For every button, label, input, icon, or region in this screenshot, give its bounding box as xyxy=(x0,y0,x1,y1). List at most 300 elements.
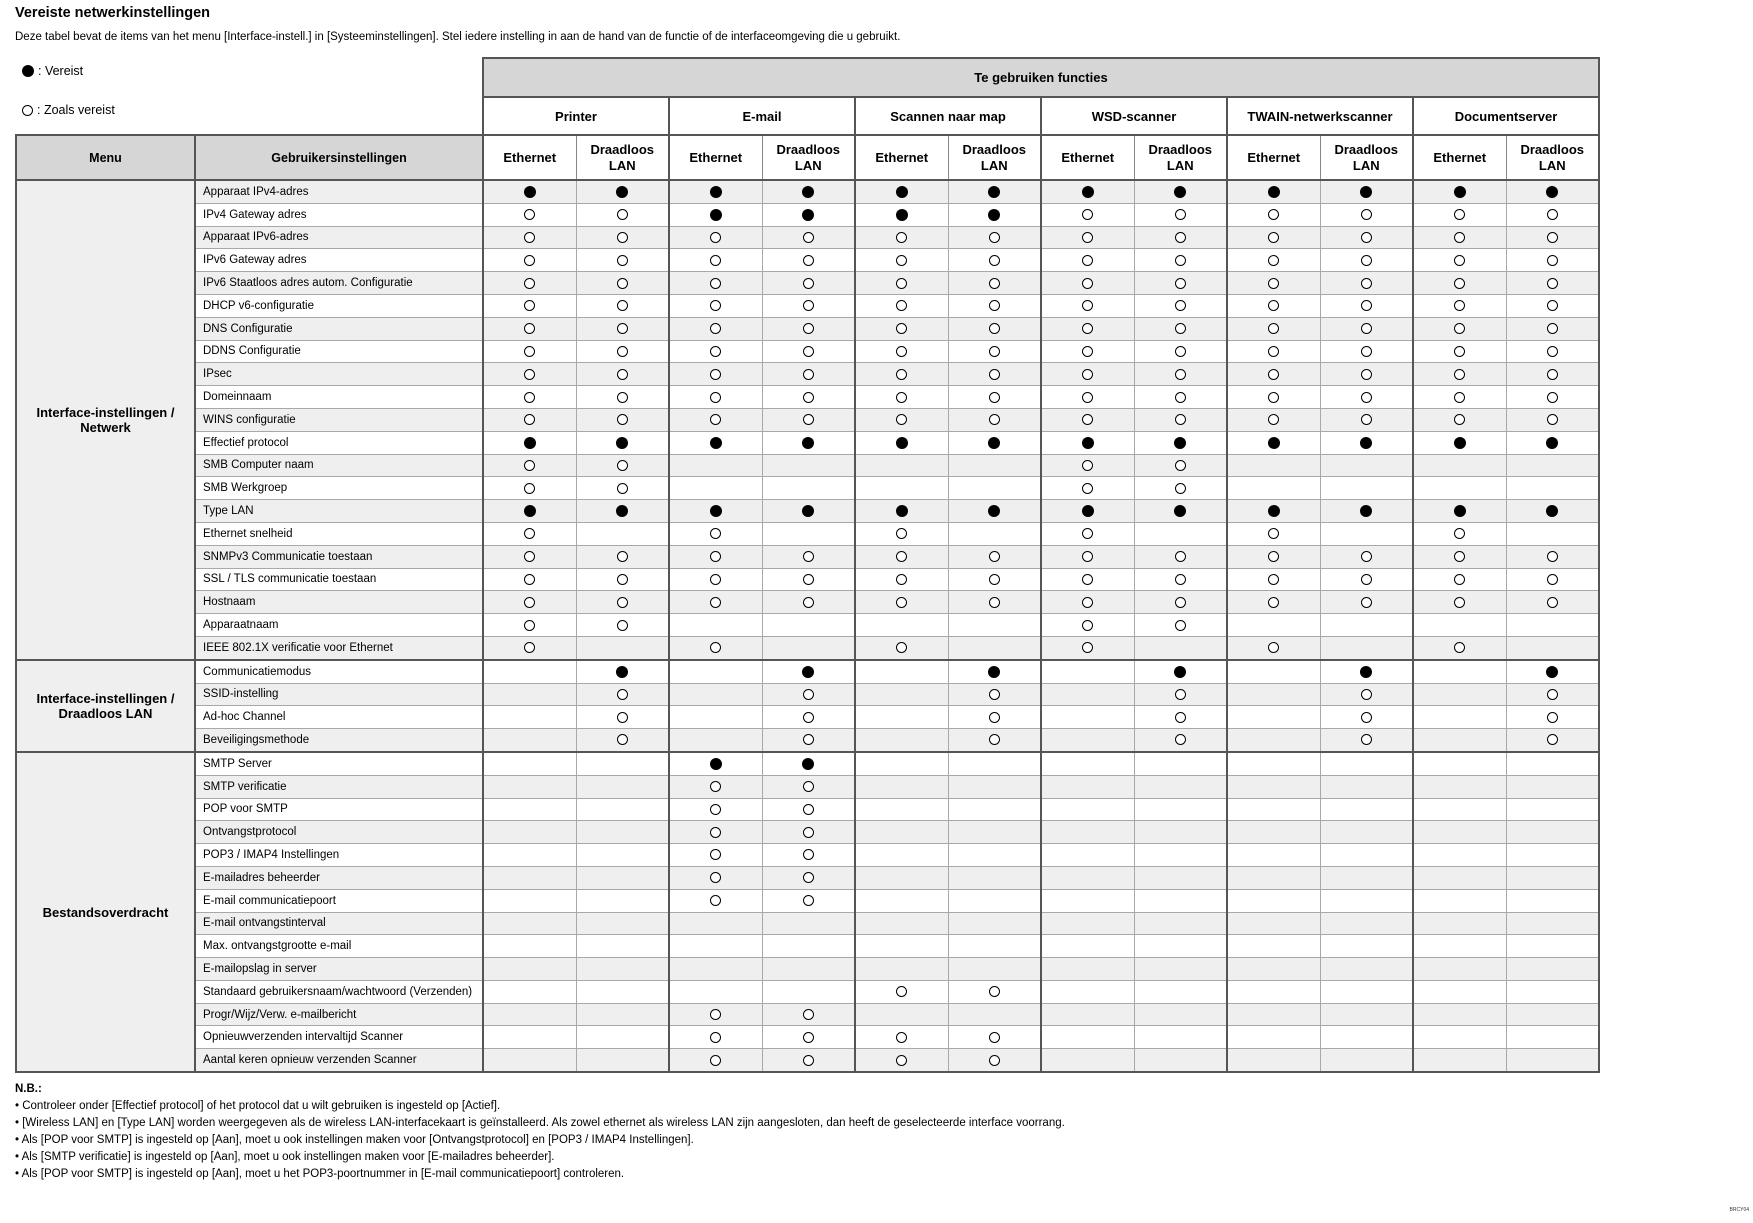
open-circle-icon xyxy=(1547,574,1558,585)
value-cell xyxy=(669,477,762,500)
value-cell xyxy=(948,294,1041,317)
value-cell xyxy=(1506,180,1599,203)
value-cell xyxy=(1041,408,1134,431)
value-cell xyxy=(762,706,855,729)
setting-label: POP3 / IMAP4 Instellingen xyxy=(195,844,483,867)
filled-circle-icon xyxy=(524,186,536,198)
value-cell xyxy=(1506,431,1599,454)
open-circle-icon xyxy=(1175,460,1186,471)
open-circle-icon xyxy=(1268,209,1279,220)
open-circle-icon xyxy=(1454,369,1465,380)
table-row xyxy=(16,340,1599,363)
open-circle-icon xyxy=(1268,392,1279,403)
value-cell xyxy=(483,706,576,729)
value-cell xyxy=(1506,1049,1599,1072)
setting-label: IPsec xyxy=(195,363,483,386)
value-cell xyxy=(1413,591,1506,614)
open-circle-icon xyxy=(1361,392,1372,403)
value-cell xyxy=(1506,729,1599,752)
open-circle-icon xyxy=(989,346,1000,357)
value-cell xyxy=(483,317,576,340)
notes-title: N.B.: xyxy=(15,1083,42,1095)
open-circle-icon xyxy=(1547,734,1558,745)
value-cell xyxy=(1134,660,1227,683)
open-circle-icon xyxy=(1361,734,1372,745)
value-cell xyxy=(1413,545,1506,568)
value-cell xyxy=(483,912,576,935)
value-cell xyxy=(576,752,669,775)
value-cell xyxy=(855,249,948,272)
open-circle-icon xyxy=(617,460,628,471)
value-cell xyxy=(1506,752,1599,775)
value-cell xyxy=(762,821,855,844)
subheader-wireless-lan: Draadloos LAN xyxy=(1320,135,1413,180)
value-cell xyxy=(1320,752,1413,775)
menu-group-label: Bestandsoverdracht xyxy=(16,752,195,1072)
open-circle-icon xyxy=(1361,597,1372,608)
open-circle-icon xyxy=(989,712,1000,723)
value-cell xyxy=(576,500,669,523)
value-cell xyxy=(1413,614,1506,637)
filled-circle-icon xyxy=(988,437,1000,449)
open-circle-icon xyxy=(617,689,628,700)
open-circle-icon xyxy=(710,781,721,792)
value-cell xyxy=(1134,729,1227,752)
settings-table xyxy=(15,57,1600,1073)
open-circle-icon xyxy=(1268,232,1279,243)
value-cell xyxy=(1227,363,1320,386)
value-cell xyxy=(1041,798,1134,821)
value-cell xyxy=(948,614,1041,637)
value-cell xyxy=(948,249,1041,272)
value-cell xyxy=(855,203,948,226)
value-cell xyxy=(1134,317,1227,340)
value-cell xyxy=(762,889,855,912)
value-cell xyxy=(1227,294,1320,317)
value-cell xyxy=(1041,454,1134,477)
open-circle-icon xyxy=(1082,620,1093,631)
value-cell xyxy=(1134,522,1227,545)
value-cell xyxy=(1320,454,1413,477)
value-cell xyxy=(1413,568,1506,591)
function-header: Printer xyxy=(483,97,669,135)
value-cell xyxy=(762,980,855,1003)
open-circle-icon xyxy=(524,642,535,653)
open-circle-icon xyxy=(1268,551,1279,562)
value-cell xyxy=(1413,477,1506,500)
value-cell xyxy=(1506,249,1599,272)
value-cell xyxy=(762,500,855,523)
setting-label: SMB Werkgroep xyxy=(195,477,483,500)
value-cell xyxy=(1413,844,1506,867)
filled-circle-icon xyxy=(616,437,628,449)
value-cell xyxy=(1041,752,1134,775)
value-cell xyxy=(1320,386,1413,409)
open-circle-icon xyxy=(803,712,814,723)
value-cell xyxy=(855,798,948,821)
setting-label: Apparaatnaam xyxy=(195,614,483,637)
filled-circle-icon xyxy=(1360,186,1372,198)
value-cell xyxy=(1041,660,1134,683)
value-cell xyxy=(948,866,1041,889)
open-circle-icon xyxy=(1082,460,1093,471)
value-cell xyxy=(1227,386,1320,409)
open-circle-icon xyxy=(989,392,1000,403)
value-cell xyxy=(1320,636,1413,659)
value-cell xyxy=(1227,683,1320,706)
open-circle-icon xyxy=(1175,414,1186,425)
setting-label: POP voor SMTP xyxy=(195,798,483,821)
open-circle-icon xyxy=(617,278,628,289)
filled-circle-icon xyxy=(802,505,814,517)
open-circle-icon xyxy=(1082,574,1093,585)
value-cell xyxy=(855,775,948,798)
value-cell xyxy=(1134,431,1227,454)
value-cell xyxy=(855,980,948,1003)
value-cell xyxy=(669,500,762,523)
open-circle-icon xyxy=(1361,255,1372,266)
value-cell xyxy=(1134,591,1227,614)
subheader-wireless-lan: Draadloos LAN xyxy=(762,135,855,180)
value-cell xyxy=(1320,591,1413,614)
table-row xyxy=(16,660,1599,683)
value-cell xyxy=(1041,935,1134,958)
open-circle-icon xyxy=(803,346,814,357)
function-header: TWAIN-netwerkscanner xyxy=(1227,97,1413,135)
value-cell xyxy=(855,272,948,295)
value-cell xyxy=(483,272,576,295)
value-cell xyxy=(1041,844,1134,867)
note-item: • Als [POP voor SMTP] is ingesteld op [Aan], moet u ook instellingen maken voor [Ontvangstprotocol] en [POP3 / IMAP4 Instellingen]. xyxy=(15,1134,694,1146)
open-circle-icon xyxy=(1082,392,1093,403)
value-cell xyxy=(1134,1026,1227,1049)
table-row xyxy=(16,431,1599,454)
open-circle-icon xyxy=(803,1009,814,1020)
setting-label: Aantal keren opnieuw verzenden Scanner xyxy=(195,1049,483,1072)
open-circle-icon xyxy=(524,392,535,403)
open-circle-icon xyxy=(1361,232,1372,243)
open-circle-icon xyxy=(1268,300,1279,311)
open-circle-icon xyxy=(1268,642,1279,653)
value-cell xyxy=(1413,203,1506,226)
value-cell xyxy=(948,889,1041,912)
value-cell xyxy=(855,866,948,889)
value-cell xyxy=(669,1003,762,1026)
open-circle-icon xyxy=(803,369,814,380)
value-cell xyxy=(1320,408,1413,431)
value-cell xyxy=(1320,798,1413,821)
filled-circle-icon xyxy=(1268,505,1280,517)
subheader-ethernet: Ethernet xyxy=(1227,135,1320,180)
intro-text: Deze tabel bevat de items van het menu [Interface-instell.] in [Systeeminstellingen]. Stel iedere instelling in aan de hand van de functie of de interfaceomgeving die u gebruikt. xyxy=(15,31,901,43)
value-cell xyxy=(669,798,762,821)
value-cell xyxy=(576,203,669,226)
value-cell xyxy=(669,729,762,752)
value-cell xyxy=(483,545,576,568)
open-circle-icon xyxy=(617,369,628,380)
value-cell xyxy=(1227,798,1320,821)
open-circle-icon xyxy=(1361,712,1372,723)
open-circle-icon xyxy=(1268,597,1279,608)
table-row xyxy=(16,477,1599,500)
value-cell xyxy=(669,431,762,454)
open-circle-icon xyxy=(896,369,907,380)
open-circle-icon xyxy=(896,551,907,562)
value-cell xyxy=(1413,889,1506,912)
value-cell xyxy=(1413,683,1506,706)
value-cell xyxy=(948,958,1041,981)
value-cell xyxy=(576,317,669,340)
table-row xyxy=(16,545,1599,568)
open-circle-icon xyxy=(803,1032,814,1043)
setting-label: Progr/Wijz/Verw. e-mailbericht xyxy=(195,1003,483,1026)
filled-circle-icon xyxy=(1082,437,1094,449)
value-cell xyxy=(669,408,762,431)
filled-circle-icon xyxy=(1360,437,1372,449)
filled-circle-icon xyxy=(1174,186,1186,198)
legend-area xyxy=(16,58,483,135)
open-circle-icon xyxy=(1547,712,1558,723)
value-cell xyxy=(669,614,762,637)
value-cell xyxy=(762,844,855,867)
value-cell xyxy=(855,226,948,249)
value-cell xyxy=(1041,363,1134,386)
open-circle-icon xyxy=(896,1055,907,1066)
value-cell xyxy=(1134,752,1227,775)
filled-circle-icon xyxy=(1360,666,1372,678)
value-cell xyxy=(1227,775,1320,798)
value-cell xyxy=(576,821,669,844)
setting-label: Hostnaam xyxy=(195,591,483,614)
open-circle-icon xyxy=(524,414,535,425)
value-cell xyxy=(1320,203,1413,226)
value-cell xyxy=(1134,935,1227,958)
open-circle-icon xyxy=(896,278,907,289)
open-circle-icon xyxy=(1454,323,1465,334)
value-cell xyxy=(576,340,669,363)
value-cell xyxy=(762,272,855,295)
open-circle-icon xyxy=(989,689,1000,700)
table-row xyxy=(16,866,1599,889)
open-circle-icon xyxy=(803,781,814,792)
value-cell xyxy=(576,272,669,295)
open-circle-icon xyxy=(1268,346,1279,357)
open-circle-icon xyxy=(803,323,814,334)
table-row xyxy=(16,272,1599,295)
value-cell xyxy=(1506,477,1599,500)
open-circle-icon xyxy=(524,346,535,357)
value-cell xyxy=(1041,317,1134,340)
value-cell xyxy=(1413,775,1506,798)
value-cell xyxy=(1413,660,1506,683)
open-circle-icon xyxy=(1082,642,1093,653)
value-cell xyxy=(1227,660,1320,683)
legend-optional-label: : Zoals vereist xyxy=(37,103,115,117)
value-cell xyxy=(1134,912,1227,935)
filled-circle-icon xyxy=(988,666,1000,678)
value-cell xyxy=(1506,568,1599,591)
value-cell xyxy=(762,477,855,500)
value-cell xyxy=(1041,889,1134,912)
value-cell xyxy=(948,431,1041,454)
value-cell xyxy=(669,636,762,659)
value-cell xyxy=(669,935,762,958)
open-circle-icon xyxy=(1175,574,1186,585)
value-cell xyxy=(1041,545,1134,568)
function-header: E-mail xyxy=(669,97,855,135)
value-cell xyxy=(483,249,576,272)
open-circle-icon xyxy=(1454,642,1465,653)
value-cell xyxy=(576,636,669,659)
value-cell xyxy=(1413,958,1506,981)
value-cell xyxy=(855,294,948,317)
value-cell xyxy=(1506,935,1599,958)
value-cell xyxy=(948,752,1041,775)
value-cell xyxy=(855,958,948,981)
open-circle-icon xyxy=(1361,574,1372,585)
open-circle-icon xyxy=(989,574,1000,585)
value-cell xyxy=(762,935,855,958)
value-cell xyxy=(483,683,576,706)
open-circle-icon xyxy=(989,1032,1000,1043)
value-cell xyxy=(1320,844,1413,867)
table-row xyxy=(16,454,1599,477)
open-circle-icon xyxy=(1082,300,1093,311)
value-cell xyxy=(1041,226,1134,249)
value-cell xyxy=(1134,180,1227,203)
value-cell xyxy=(1134,477,1227,500)
value-cell xyxy=(1041,249,1134,272)
value-cell xyxy=(669,272,762,295)
value-cell xyxy=(1413,340,1506,363)
value-cell xyxy=(948,317,1041,340)
value-cell xyxy=(483,1049,576,1072)
open-circle-icon xyxy=(617,414,628,425)
open-circle-icon xyxy=(617,712,628,723)
value-cell xyxy=(1320,363,1413,386)
value-cell xyxy=(576,249,669,272)
open-circle-icon xyxy=(1361,209,1372,220)
value-cell xyxy=(576,591,669,614)
open-circle-icon xyxy=(1082,528,1093,539)
value-cell xyxy=(1506,363,1599,386)
value-cell xyxy=(1413,980,1506,1003)
value-cell xyxy=(855,912,948,935)
value-cell xyxy=(576,729,669,752)
open-circle-icon xyxy=(524,620,535,631)
open-circle-icon xyxy=(896,642,907,653)
value-cell xyxy=(483,889,576,912)
table-row xyxy=(16,249,1599,272)
value-cell xyxy=(576,798,669,821)
open-circle-icon xyxy=(896,986,907,997)
open-circle-icon xyxy=(1454,300,1465,311)
setting-label: Max. ontvangstgrootte e-mail xyxy=(195,935,483,958)
setting-label: Type LAN xyxy=(195,500,483,523)
value-cell xyxy=(1506,1026,1599,1049)
value-cell xyxy=(1413,752,1506,775)
open-circle-icon xyxy=(1361,414,1372,425)
open-circle-icon xyxy=(1082,597,1093,608)
open-circle-icon xyxy=(1454,597,1465,608)
value-cell xyxy=(1506,958,1599,981)
value-cell xyxy=(576,614,669,637)
table-row xyxy=(16,1049,1599,1072)
table-row xyxy=(16,500,1599,523)
value-cell xyxy=(948,408,1041,431)
open-circle-icon xyxy=(803,232,814,243)
filled-circle-icon xyxy=(1454,186,1466,198)
value-cell xyxy=(855,614,948,637)
open-circle-icon xyxy=(803,804,814,815)
value-cell xyxy=(948,844,1041,867)
value-cell xyxy=(1320,1049,1413,1072)
open-circle-icon xyxy=(989,278,1000,289)
value-cell xyxy=(855,821,948,844)
value-cell xyxy=(855,706,948,729)
open-circle-icon xyxy=(1454,528,1465,539)
open-circle-icon xyxy=(896,528,907,539)
value-cell xyxy=(762,614,855,637)
open-circle-icon xyxy=(710,1009,721,1020)
open-circle-icon xyxy=(1175,278,1186,289)
value-cell xyxy=(1134,386,1227,409)
value-cell xyxy=(1134,249,1227,272)
value-cell xyxy=(1320,821,1413,844)
open-circle-icon xyxy=(710,827,721,838)
open-circle-icon xyxy=(896,392,907,403)
value-cell xyxy=(1320,500,1413,523)
value-cell xyxy=(483,408,576,431)
menu-group-label: Interface-instellingen / Draadloos LAN xyxy=(16,660,195,752)
open-circle-icon xyxy=(1082,323,1093,334)
open-circle-icon xyxy=(1454,346,1465,357)
filled-circle-icon xyxy=(1082,186,1094,198)
value-cell xyxy=(1041,568,1134,591)
filled-circle-icon xyxy=(710,186,722,198)
open-circle-icon xyxy=(1175,551,1186,562)
value-cell xyxy=(1320,912,1413,935)
value-cell xyxy=(669,1026,762,1049)
open-circle-icon xyxy=(710,255,721,266)
value-cell xyxy=(1227,1003,1320,1026)
value-cell xyxy=(948,477,1041,500)
filled-circle-icon xyxy=(1268,437,1280,449)
open-circle-icon xyxy=(803,255,814,266)
value-cell xyxy=(1227,522,1320,545)
open-circle-icon xyxy=(710,872,721,883)
value-cell xyxy=(576,226,669,249)
value-cell xyxy=(1227,636,1320,659)
open-circle-icon xyxy=(1175,712,1186,723)
value-cell xyxy=(1320,317,1413,340)
value-cell xyxy=(1134,866,1227,889)
open-circle-icon xyxy=(896,574,907,585)
open-circle-icon xyxy=(1547,689,1558,700)
value-cell xyxy=(1227,614,1320,637)
value-cell xyxy=(576,545,669,568)
open-circle-icon xyxy=(1361,278,1372,289)
filled-circle-icon xyxy=(1174,505,1186,517)
value-cell xyxy=(855,545,948,568)
value-cell xyxy=(1134,683,1227,706)
value-cell xyxy=(576,844,669,867)
open-circle-icon xyxy=(524,528,535,539)
value-cell xyxy=(762,249,855,272)
value-cell xyxy=(762,683,855,706)
value-cell xyxy=(948,340,1041,363)
value-cell xyxy=(483,844,576,867)
